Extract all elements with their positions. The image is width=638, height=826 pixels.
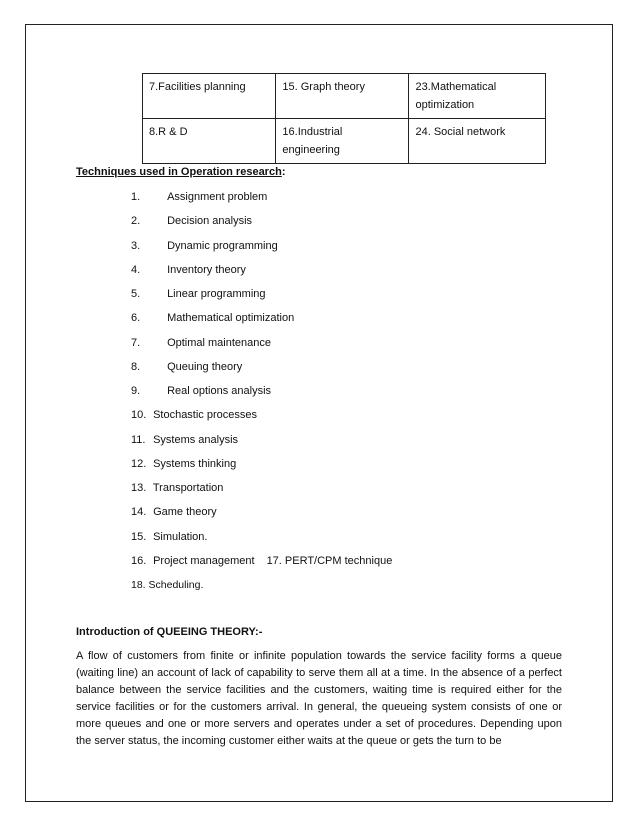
- item-number: 7.: [131, 336, 141, 349]
- item-label: Mathematical optimization: [167, 312, 295, 325]
- list-item: [131, 286, 392, 310]
- item-number: 10.: [131, 409, 147, 422]
- intro-heading: Introduction of QUEEING THEORY:-: [76, 626, 263, 638]
- table-cell: 15. Graph theory: [276, 74, 409, 119]
- techniques-heading: [76, 166, 285, 178]
- item-label: Game theory: [153, 506, 217, 519]
- techniques-list: [131, 189, 392, 601]
- item-label: Inventory theory: [167, 263, 246, 276]
- item-label: Scheduling.: [148, 579, 204, 591]
- item-number: 14.: [131, 506, 147, 519]
- item-number: 18.: [131, 579, 146, 591]
- list-item: [131, 407, 392, 431]
- list-item: [131, 189, 392, 213]
- list-item: [131, 553, 392, 577]
- intro-paragraph: A flow of customers from finite or infinite population towards the service facility forms a queue (waiting line) an account of lack of capability to serve them all at a time. In the absence of a perfect balance between the service facilities and the customers, waiting time is required either for the service facilities or for the customers arrival. In general, the queueing system consists of one or more queues and one or more servers and operates under a set of procedures. Depending upon the server status, the incoming customer either waits at the queue or gets the turn to be: [76, 650, 562, 747]
- item-label: Simulation.: [153, 530, 208, 543]
- table-cell: 16.Industrial engineering: [276, 119, 409, 164]
- item-number: 6.: [131, 312, 141, 325]
- item-number: 13.: [131, 482, 147, 494]
- item-label: Assignment problem: [167, 191, 268, 203]
- list-item: [131, 504, 392, 528]
- item-label: Linear programming: [167, 288, 266, 300]
- item-label: Queuing theory: [167, 360, 243, 373]
- techniques-heading-text: Techniques used in Operation research: [76, 166, 282, 178]
- table-row: [143, 74, 546, 119]
- techniques-heading-colon: :: [281, 166, 286, 178]
- table-cell: 7.Facilities planning: [143, 74, 276, 119]
- item-label: Systems thinking: [153, 457, 237, 470]
- item-label: Optimal maintenance: [167, 336, 272, 349]
- table-cell: 24. Social network: [409, 119, 546, 164]
- item-number: 12.: [131, 457, 147, 470]
- list-item: [131, 262, 392, 286]
- list-item: [131, 480, 392, 504]
- item-label: Stochastic processes: [153, 409, 257, 422]
- list-item: [131, 213, 392, 237]
- item-number: 11.: [131, 433, 146, 446]
- item-number: 16.: [131, 554, 147, 567]
- table-row: [143, 119, 546, 164]
- item-number: 1.: [131, 191, 141, 203]
- item-number: 3.: [131, 239, 141, 252]
- list-item: [131, 335, 392, 359]
- list-item: [131, 529, 392, 553]
- list-item: [131, 432, 392, 456]
- item-label: Dynamic programming: [167, 239, 278, 252]
- list-item: [131, 577, 392, 601]
- list-item: [131, 359, 392, 383]
- item-label: Real options analysis: [167, 385, 272, 397]
- item-label: Decision analysis: [167, 215, 253, 228]
- item-number: 9.: [131, 385, 141, 397]
- table-cell: 8.R & D: [143, 119, 276, 164]
- item-number: 8.: [131, 360, 141, 373]
- item-number: 15.: [131, 530, 147, 543]
- item-extra-label: 17. PERT/CPM technique: [266, 554, 393, 567]
- item-number: 2.: [131, 215, 141, 228]
- item-label: Transportation: [152, 482, 224, 494]
- topics-table: [142, 73, 546, 164]
- list-item: [131, 310, 392, 334]
- item-label: Project management: [153, 554, 255, 567]
- list-item: [131, 238, 392, 262]
- list-item: [131, 383, 392, 407]
- item-number: 5.: [131, 288, 141, 300]
- list-item: [131, 456, 392, 480]
- table-cell: 23.Mathematical optimization: [409, 74, 546, 119]
- item-label: Systems analysis: [153, 433, 239, 446]
- item-number: 4.: [131, 263, 141, 276]
